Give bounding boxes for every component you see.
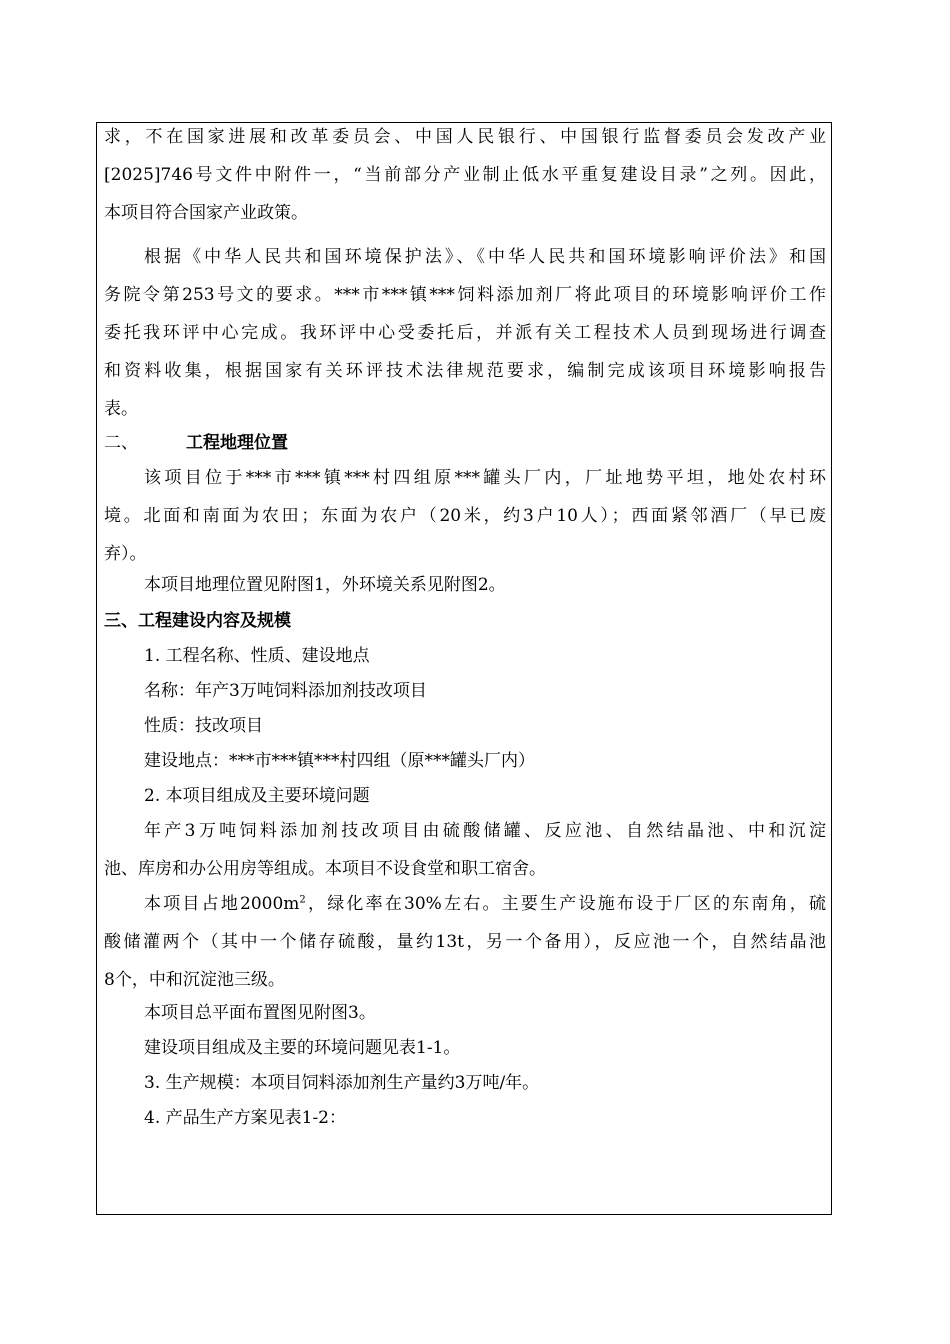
composition-paragraph (104, 822, 826, 879)
project-site: 建设地点：***市***镇***村四组（原***罐头厂内） (144, 751, 535, 771)
eia-paragraph (104, 248, 826, 419)
section-2-heading (104, 434, 288, 453)
section-number: 二、 (104, 433, 138, 453)
continuation-paragraph (104, 128, 826, 223)
text-line: 本项目符合国家产业政策。 (104, 203, 308, 223)
text-line: 8个，中和沉淀池三级。 (104, 970, 285, 990)
section-title: 工程地理位置 (186, 433, 288, 453)
item-4: 4. 产品生产方案见表1-2： (144, 1108, 346, 1128)
text-line: 务院令第253号文的要求。***市***镇***饲料添加剂厂将此项目的环境影响评价工作 (104, 285, 826, 305)
text-line: 该项目位于***市***镇***村四组原***罐头厂内，厂址地势平坦，地处农村环 (144, 468, 826, 488)
section-3-heading: 三、工程建设内容及规模 (104, 611, 291, 631)
text-line: 本项目占地$2000m^2$，绿化率在30%左右。主要生产设施布设于厂区的东南角，硫 (144, 894, 826, 914)
text-line: 酸储灌两个（其中一个储存硫酸，量约13t，另一个备用），反应池一个，自然结晶池 (104, 932, 826, 952)
text-line: 弃）。 (104, 544, 147, 564)
table-reference: 建设项目组成及主要的环境问题见表1-1。 (144, 1038, 461, 1058)
text-line: [2025]746号文件中附件一，“当前部分产业制止低水平重复建设目录”之列。因此， (104, 165, 826, 185)
figure-reference: 本项目地理位置见附图1，外环境关系见附图2。 (144, 575, 506, 595)
item-1: 1. 工程名称、性质、建设地点 (144, 646, 370, 666)
text-line: 根据《中华人民共和国环境保护法》、《中华人民共和国环境影响评价法》和国 (144, 247, 826, 267)
item-2: 2. 本项目组成及主要环境问题 (144, 786, 370, 806)
text-line: 池、库房和办公用房等组成。本项目不设食堂和职工宿舍。 (104, 859, 546, 879)
area-paragraph (104, 895, 826, 990)
text-line: 求，不在国家进展和改革委员会、中国人民银行、中国银行监督委员会发改产业 (104, 127, 826, 147)
text-line: 表。 (104, 399, 138, 419)
project-name: 名称：年产3万吨饲料添加剂技改项目 (144, 681, 427, 701)
layout-reference: 本项目总平面布置图见附图3。 (144, 1003, 376, 1023)
text-line: 委托我环评中心完成。我环评中心受委托后，并派有关工程技术人员到现场进行调查 (104, 323, 826, 343)
text-line: 境。北面和南面为农田；东面为农户（20米，约3户10人）；西面紧邻酒厂（早已废 (104, 506, 826, 526)
project-nature: 性质：技改项目 (144, 716, 263, 736)
text-line: 和资料收集，根据国家有关环评技术法律规范要求，编制完成该项目环境影响报告 (104, 361, 826, 381)
text-line: 年产3万吨饲料添加剂技改项目由硫酸储罐、反应池、自然结晶池、中和沉淀 (144, 821, 826, 841)
location-paragraph (104, 469, 826, 564)
item-3: 3. 生产规模：本项目饲料添加剂生产量约3万吨/年。 (144, 1073, 540, 1093)
